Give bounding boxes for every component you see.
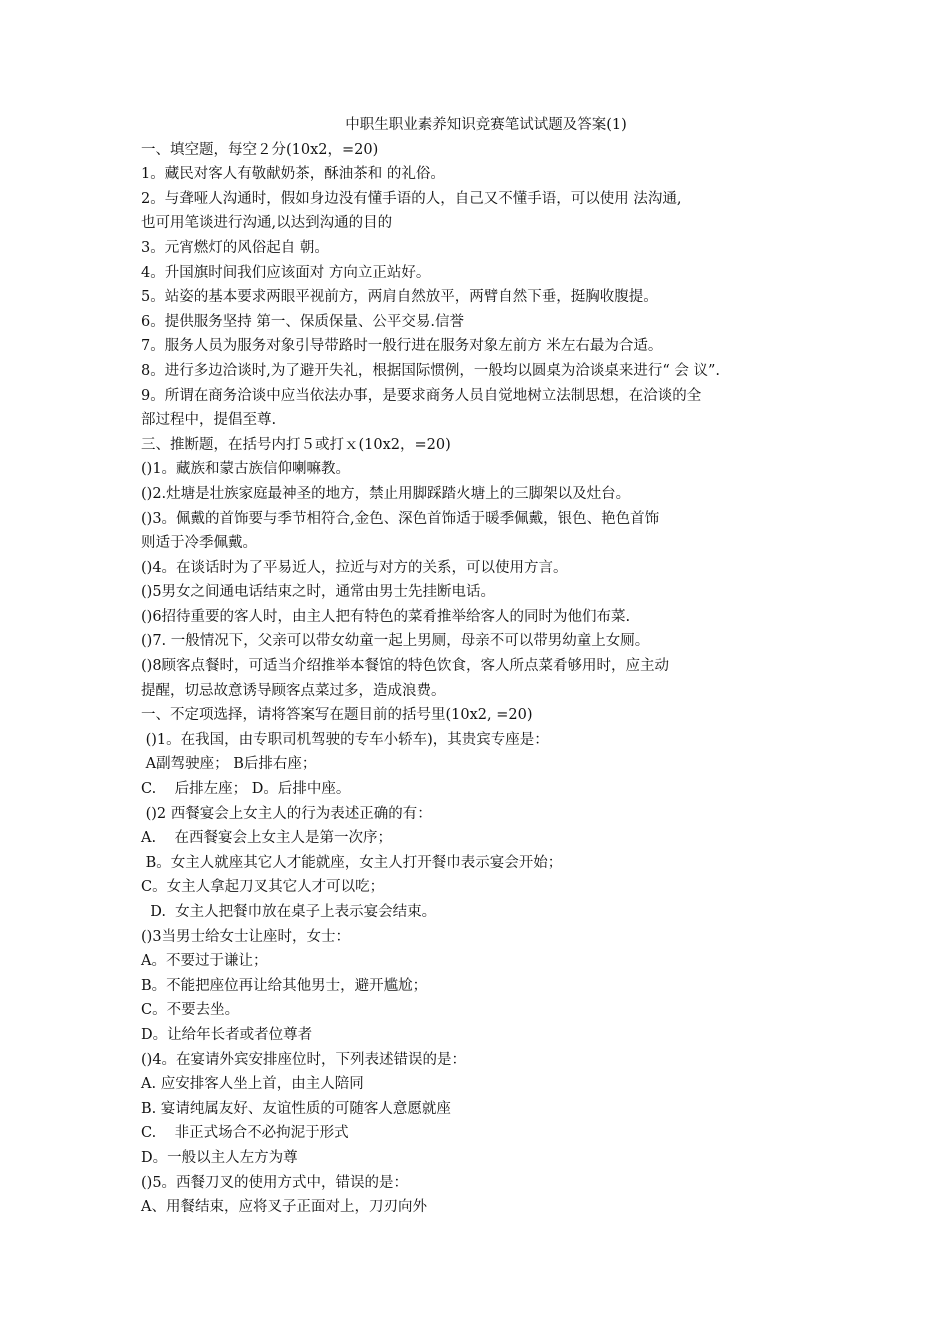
text-line: C。不要去坐。: [141, 1002, 240, 1019]
text-line: 5。站姿的基本要求两眼平视前方，两肩自然放平，两臂自然下垂，挺胸收腹提。: [141, 289, 658, 306]
text-line: B。女主人就座其它人才能就座，女主人打开餐巾表示宴会开始；: [141, 854, 563, 871]
text-line: ()5男女之间通电话结束之时，通常由男士先挂断电话。: [141, 584, 496, 601]
text-line: A。不要过于谦让；: [141, 953, 268, 970]
document-lines: [141, 138, 821, 1220]
text-line: 提醒，切忌故意诱导顾客点菜过多，造成浪费。: [141, 682, 446, 699]
text-line: 2。与聋哑人沟通时，假如身边没有懂手语的人，自己又不懂手语，可以使用 法沟通,: [141, 190, 682, 207]
text-line: C。女主人拿起刀叉其它人才可以吃；: [141, 879, 385, 896]
text-line: A. 应安排客人坐上首，由主人陪同: [141, 1076, 364, 1093]
text-line: C. 非正式场合不必拘泥于形式: [141, 1125, 349, 1142]
text-line: D. 女主人把餐巾放在桌子上表示宴会结束。: [141, 904, 437, 920]
text-line: 6。提供服务坚持 第一、保质保量、公平交易.信誉: [141, 313, 464, 330]
text-line: ()4。在谈话时为了平易近人，拉近与对方的关系，可以使用方言。: [141, 559, 568, 576]
document-title: 中职生职业素养知识竞赛笔试试题及答案(1): [345, 117, 627, 133]
text-line: 三、推断题，在括号内打５或打ｘ(10x2，=20): [141, 436, 451, 453]
text-line: ()7. 一般情况下，父亲可以带女幼童一起上男厕，母亲不可以带男幼童上女厕。: [141, 633, 650, 650]
text-line: ()6招待重要的客人时，由主人把有特色的菜肴推举给客人的同时为他们布菜.: [141, 608, 631, 625]
text-line: ()5。西餐刀叉的使用方式中，错误的是：: [141, 1174, 409, 1191]
text-line: B. 宴请纯属友好、友谊性质的可随客人意愿就座: [141, 1100, 451, 1117]
text-line: ()3当男士给女士让座时，女士：: [141, 928, 351, 945]
text-line: ()2 西餐宴会上女主人的行为表述正确的有：: [141, 805, 432, 822]
text-line: ()4。在宴请外宾安排座位时，下列表述错误的是：: [141, 1051, 467, 1068]
text-line: 7。服务人员为服务对象引导带路时一般行进在服务对象左前方 米左右最为合适。: [141, 338, 663, 355]
text-line: 则适于冷季佩戴。: [141, 535, 257, 552]
text-line: ()1。在我国，由专职司机驾驶的专车小轿车)，其贵宾专座是：: [141, 731, 549, 748]
text-line: ()2.灶塘是壮族家庭最神圣的地方，禁止用脚踩踏火塘上的三脚架以及灶台。: [141, 485, 631, 502]
text-line: 8。进行多边洽谈时,为了避开失礼，根据国际惯例，一般均以圆桌为洽谈桌来进行“ 会 议”.: [141, 362, 720, 379]
text-line: 4。升国旗时间我们应该面对 方向立正站好。: [141, 264, 431, 281]
text-line: C. 后排左座； D。后排中座。: [141, 781, 351, 798]
text-line: 部过程中，提倡至尊.: [141, 412, 277, 429]
text-line: 3。元宵燃灯的风俗起自 朝。: [141, 239, 329, 256]
text-line: A、用餐结束，应将叉子正面对上，刀刃向外: [141, 1199, 427, 1216]
text-line: ()3。佩戴的首饰要与季节相符合,金色、深色首饰适于暖季佩戴，银色、艳色首饰: [141, 510, 660, 527]
text-line: ()8顾客点餐时，可适当介绍推举本餐馆的特色饮食，客人所点菜肴够用时，应主动: [141, 658, 670, 675]
text-line: D。让给年长者或者位尊者: [141, 1026, 313, 1043]
text-line: 9。所谓在商务洽谈中应当依法办事，是要求商务人员自觉地树立法制思想，在洽谈的全: [141, 387, 702, 404]
text-line: 也可用笔谈进行沟通,以达到沟通的目的: [141, 215, 393, 232]
text-line: 一、不定项选择，请将答案写在题目前的括号里(10x2, =20): [141, 707, 533, 724]
text-line: 一、填空题，每空２分(10x2，=20): [141, 141, 379, 158]
text-line: B。不能把座位再让给其他男士，避开尴尬；: [141, 977, 428, 994]
text-line: 1。藏民对客人有敬献奶茶，酥油茶和 的礼俗。: [141, 166, 445, 183]
text-line: D。一般以主人左方为尊: [141, 1149, 298, 1166]
text-line: A副驾驶座； B后排右座；: [141, 756, 317, 773]
text-line: ()1。藏族和蒙古族信仰喇嘛教。: [141, 461, 351, 478]
document-body: [141, 113, 821, 1220]
text-line: A. 在西餐宴会上女主人是第一次序；: [141, 830, 393, 847]
